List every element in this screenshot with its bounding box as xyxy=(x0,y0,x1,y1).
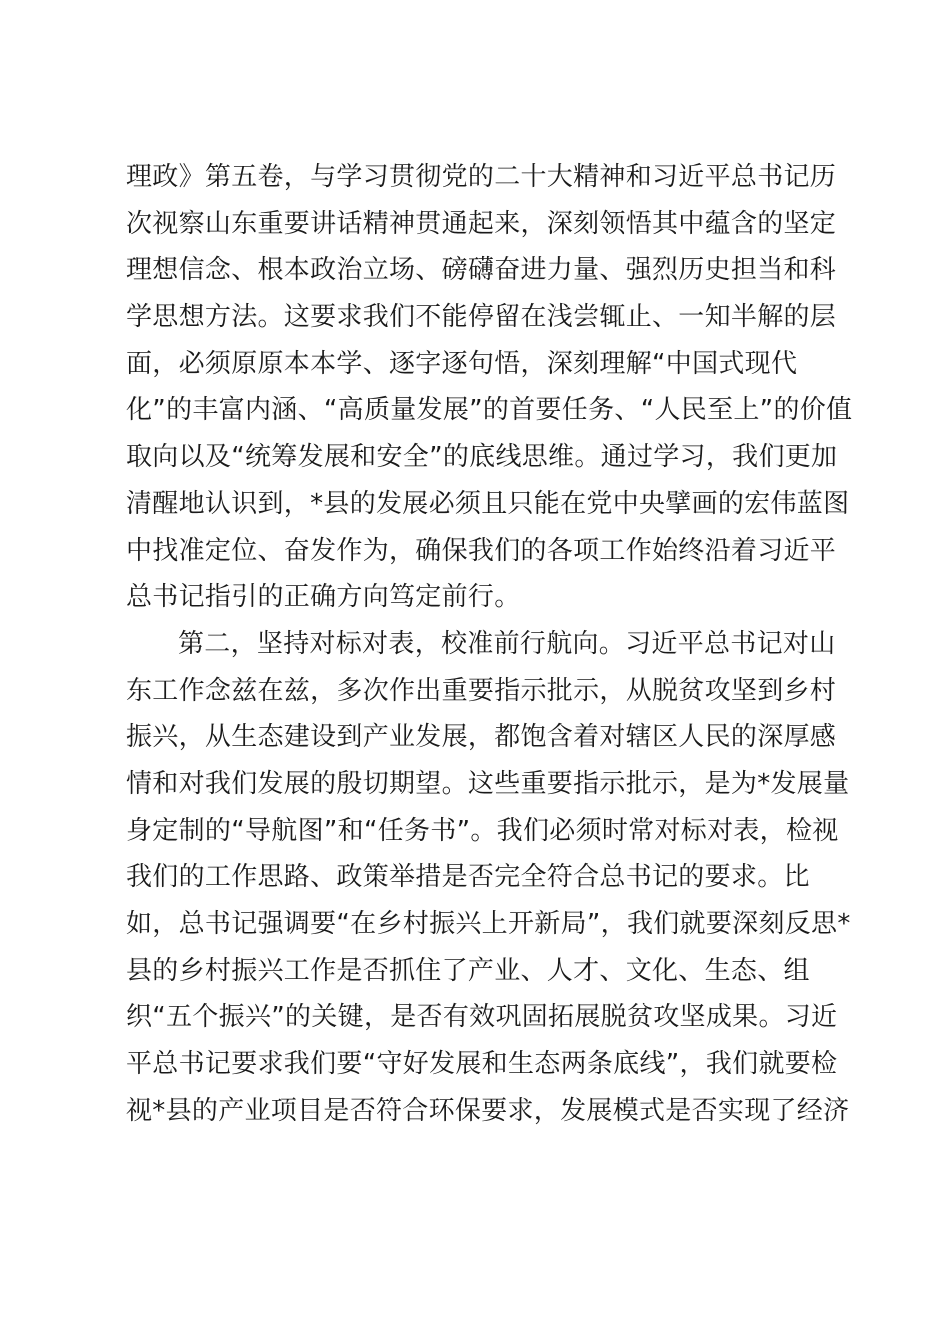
text-line: 清醒地认识到，*县的发展必须且只能在党中央擘画的宏伟蓝图 xyxy=(126,488,850,519)
paragraph-1 xyxy=(126,154,853,621)
text-line: 我们的工作思路、政策举措是否完全符合总书记的要求。比 xyxy=(126,862,810,893)
text-line: 总书记指引的正确方向笃定前行。 xyxy=(126,582,521,613)
text-line: 理想信念、根本政治立场、磅礴奋进力量、强烈历史担当和科 xyxy=(126,255,837,286)
text-line: 中找准定位、奋发作为，确保我们的各项工作始终沿着习近平 xyxy=(126,535,837,566)
text-line: 取向以及“统筹发展和安全”的底线思维。通过学习，我们更加 xyxy=(126,442,838,473)
text-line: 视*县的产业项目是否符合环保要求，发展模式是否实现了经济 xyxy=(126,1095,850,1126)
paragraph-2 xyxy=(126,621,851,1135)
body-text xyxy=(126,154,853,1134)
text-line: 东工作念兹在兹，多次作出重要指示批示，从脱贫攻坚到乡村 xyxy=(126,675,837,706)
text-line: 身定制的“导航图”和“任务书”。我们必须时常对标对表，检视 xyxy=(126,815,839,846)
text-line: 化”的丰富内涵、“高质量发展”的首要任务、“人民至上”的价值 xyxy=(126,395,853,426)
text-line: 面，必须原原本本学、逐字逐句悟，深刻理解“中国式现代 xyxy=(126,348,798,379)
text-line: 理政》第五卷，与学习贯彻党的二十大精神和习近平总书记历 xyxy=(126,162,837,192)
text-line: 织“五个振兴”的关键，是否有效巩固拓展脱贫攻坚成果。习近 xyxy=(126,1002,838,1033)
text-line: 县的乡村振兴工作是否抓住了产业、人才、文化、生态、组 xyxy=(126,955,810,986)
text-line: 如，总书记强调要“在乡村振兴上开新局”，我们就要深刻反思* xyxy=(126,909,851,939)
text-line: 平总书记要求我们要“守好发展和生态两条底线”，我们就要检 xyxy=(126,1049,838,1080)
text-line-indented: 第二，坚持对标对表，校准前行航向。习近平总书记对山 xyxy=(178,628,836,659)
text-line: 振兴，从生态建设到产业发展，都饱含着对辖区人民的深厚感 xyxy=(126,722,837,753)
text-line: 情和对我们发展的殷切期望。这些重要指示批示，是为*发展量 xyxy=(126,768,850,799)
text-line: 学思想方法。这要求我们不能停留在浅尝辄止、一知半解的层 xyxy=(126,302,837,333)
text-line: 次视察山东重要讲话精神贯通起来，深刻领悟其中蕴含的坚定 xyxy=(126,208,837,239)
